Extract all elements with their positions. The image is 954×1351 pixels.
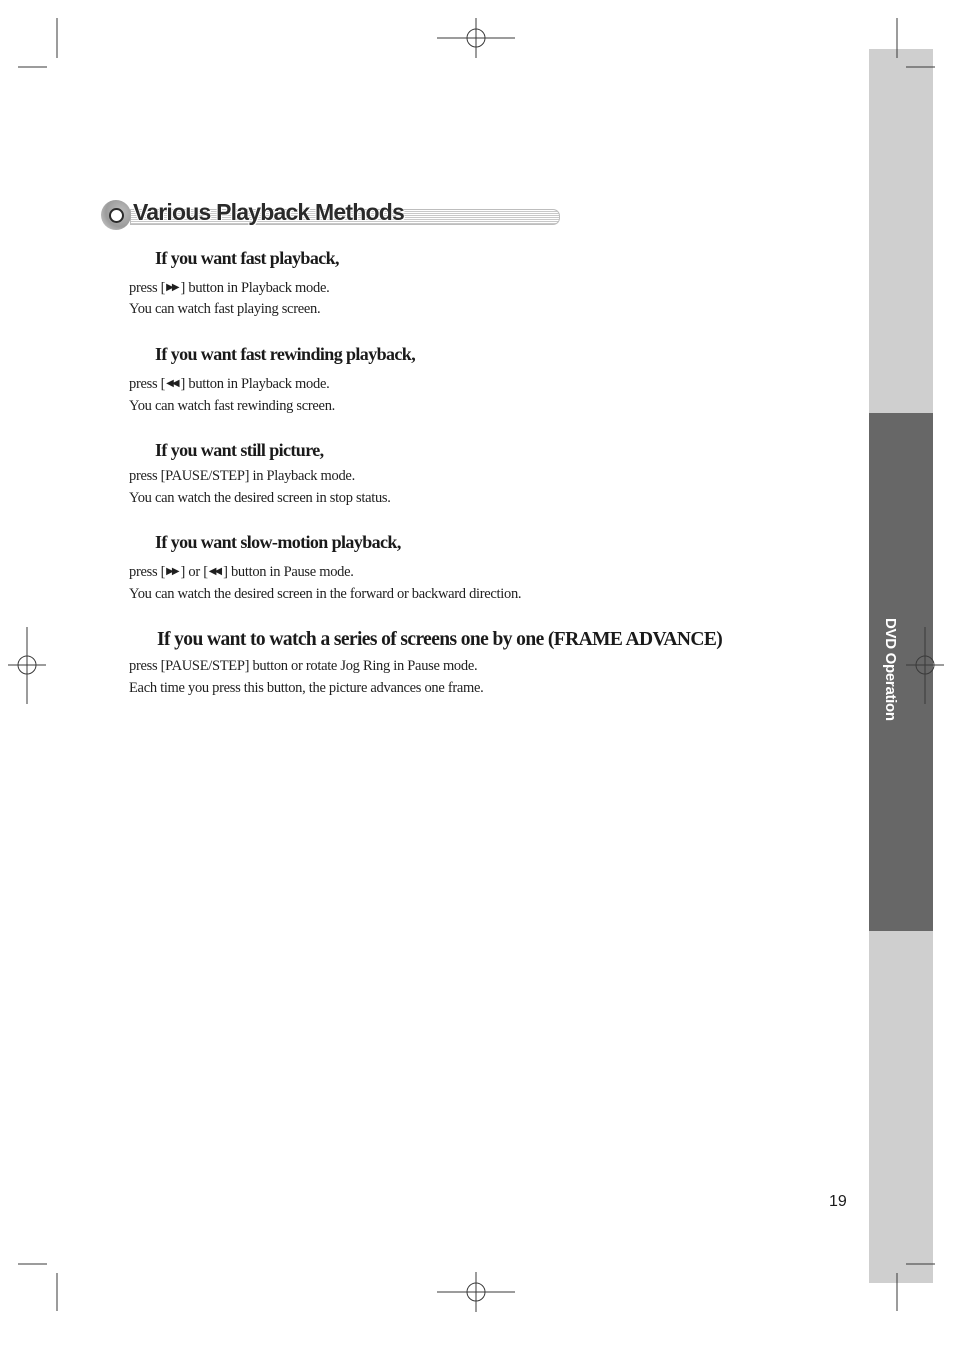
page-title: Various Playback Methods [133, 199, 404, 225]
side-tab-active-section [869, 413, 933, 931]
section-heading-still-picture: If you want still picture, [155, 440, 324, 460]
section-heading-frame-advance: If you want to watch a series of screens one by one (FRAME ADVANCE) [157, 629, 723, 650]
instruction-text: ] button in Pause mode. [223, 564, 354, 580]
section-line-2: You can watch fast rewinding screen. [129, 398, 335, 414]
instruction-text: ] button in Playback mode. [180, 376, 330, 392]
section-line-1: press [PAUSE/STEP] in Playback mode. [129, 468, 355, 484]
section-line-1 [129, 280, 329, 297]
section-heading-fast-rewind: If you want fast rewinding playback, [155, 344, 416, 364]
page-number: 19 [829, 1193, 847, 1210]
fast-forward-icon: ▶▶ [166, 282, 178, 293]
section-heading-fast-playback: If you want fast playback, [155, 248, 339, 268]
section-line-2: Each time you press this button, the picture advances one frame. [129, 680, 484, 696]
rewind-icon: ◀◀ [208, 566, 221, 577]
side-tab-label: DVD Operation [882, 618, 899, 721]
instruction-text: ] button in Playback mode. [180, 280, 330, 296]
section-line-1 [129, 564, 354, 581]
instruction-text: press [ [129, 564, 166, 580]
section-line-1 [129, 376, 329, 393]
section-heading-slow-motion: If you want slow-motion playback, [155, 532, 401, 552]
section-line-1: press [PAUSE/STEP] button or rotate Jog Ring in Pause mode. [129, 658, 478, 674]
title-bullet-icon [101, 200, 131, 230]
instruction-text: ] or [ [180, 564, 208, 580]
instruction-text: press [ [129, 376, 166, 392]
section-line-2: You can watch the desired screen in the forward or backward direction. [129, 586, 522, 602]
fast-forward-icon: ▶▶ [166, 566, 178, 577]
section-line-2: You can watch the desired screen in stop status. [129, 490, 391, 506]
rewind-icon: ◀◀ [166, 378, 178, 389]
section-line-2: You can watch fast playing screen. [129, 301, 321, 317]
instruction-text: press [ [129, 280, 166, 296]
